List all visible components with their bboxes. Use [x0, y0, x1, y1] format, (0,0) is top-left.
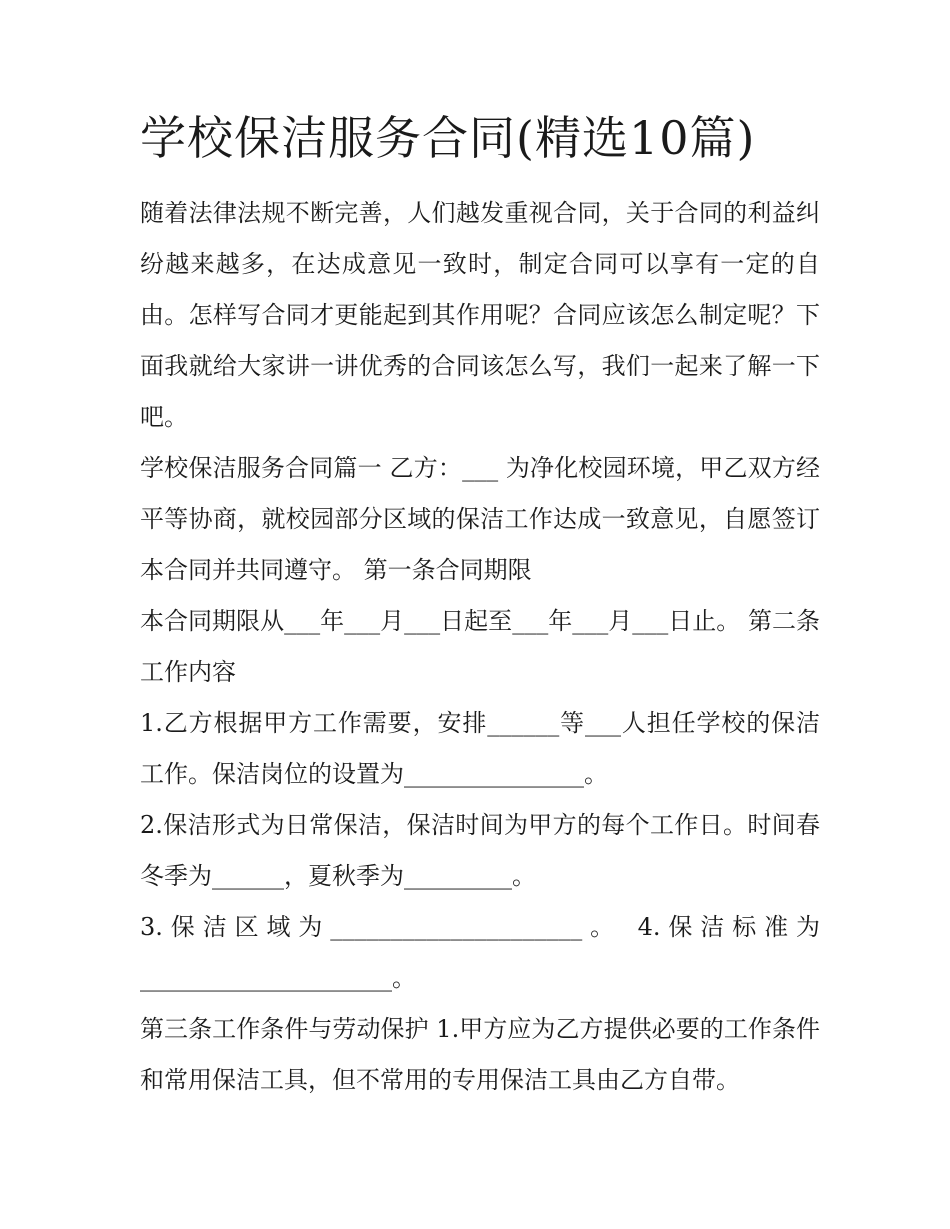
work-content-item-3-4: 3.保洁区域为_____________________。 4.保洁标准为_____________________。 — [140, 912, 820, 992]
intro-paragraph: 随着法律法规不断完善，人们越发重视合同，关于合同的利益纠纷越来越多，在达成意见一致时，制定合同可以享有一定的自由。怎样写合同才更能起到其作用呢？合同应该怎么制定呢？下面我就给大家讲一讲优秀的合同该怎么写，我们一起来了解一下吧。 — [140, 198, 820, 431]
work-content-item-2: 2.保洁形式为日常保洁，保洁时间为甲方的每个工作日。时间春冬季为______，夏秋季为_________。 — [140, 810, 820, 890]
document-title: 学校保洁服务合同(精选10篇) — [140, 111, 756, 165]
work-conditions-paragraph: 第三条工作条件与劳动保护 1.甲方应为乙方提供必要的工作条件和常用保洁工具，但不常用的专用保洁工具由乙方自带。 — [140, 1014, 820, 1094]
contract-term-paragraph: 本合同期限从___年___月___日起至___年___月___日止。 第二条工作内容 — [140, 606, 820, 686]
work-content-item-1: 1.乙方根据甲方工作需要，安排______等___人担任学校的保洁工作。保洁岗位的设置为_______________。 — [140, 708, 820, 788]
document-page — [140, 110, 820, 1106]
contract-one-paragraph: 学校保洁服务合同篇一 乙方：___ 为净化校园环境，甲乙双方经平等协商，就校园部分区域的保洁工作达成一致意见，自愿签订本合同并共同遵守。 第一条合同期限 — [140, 453, 820, 584]
